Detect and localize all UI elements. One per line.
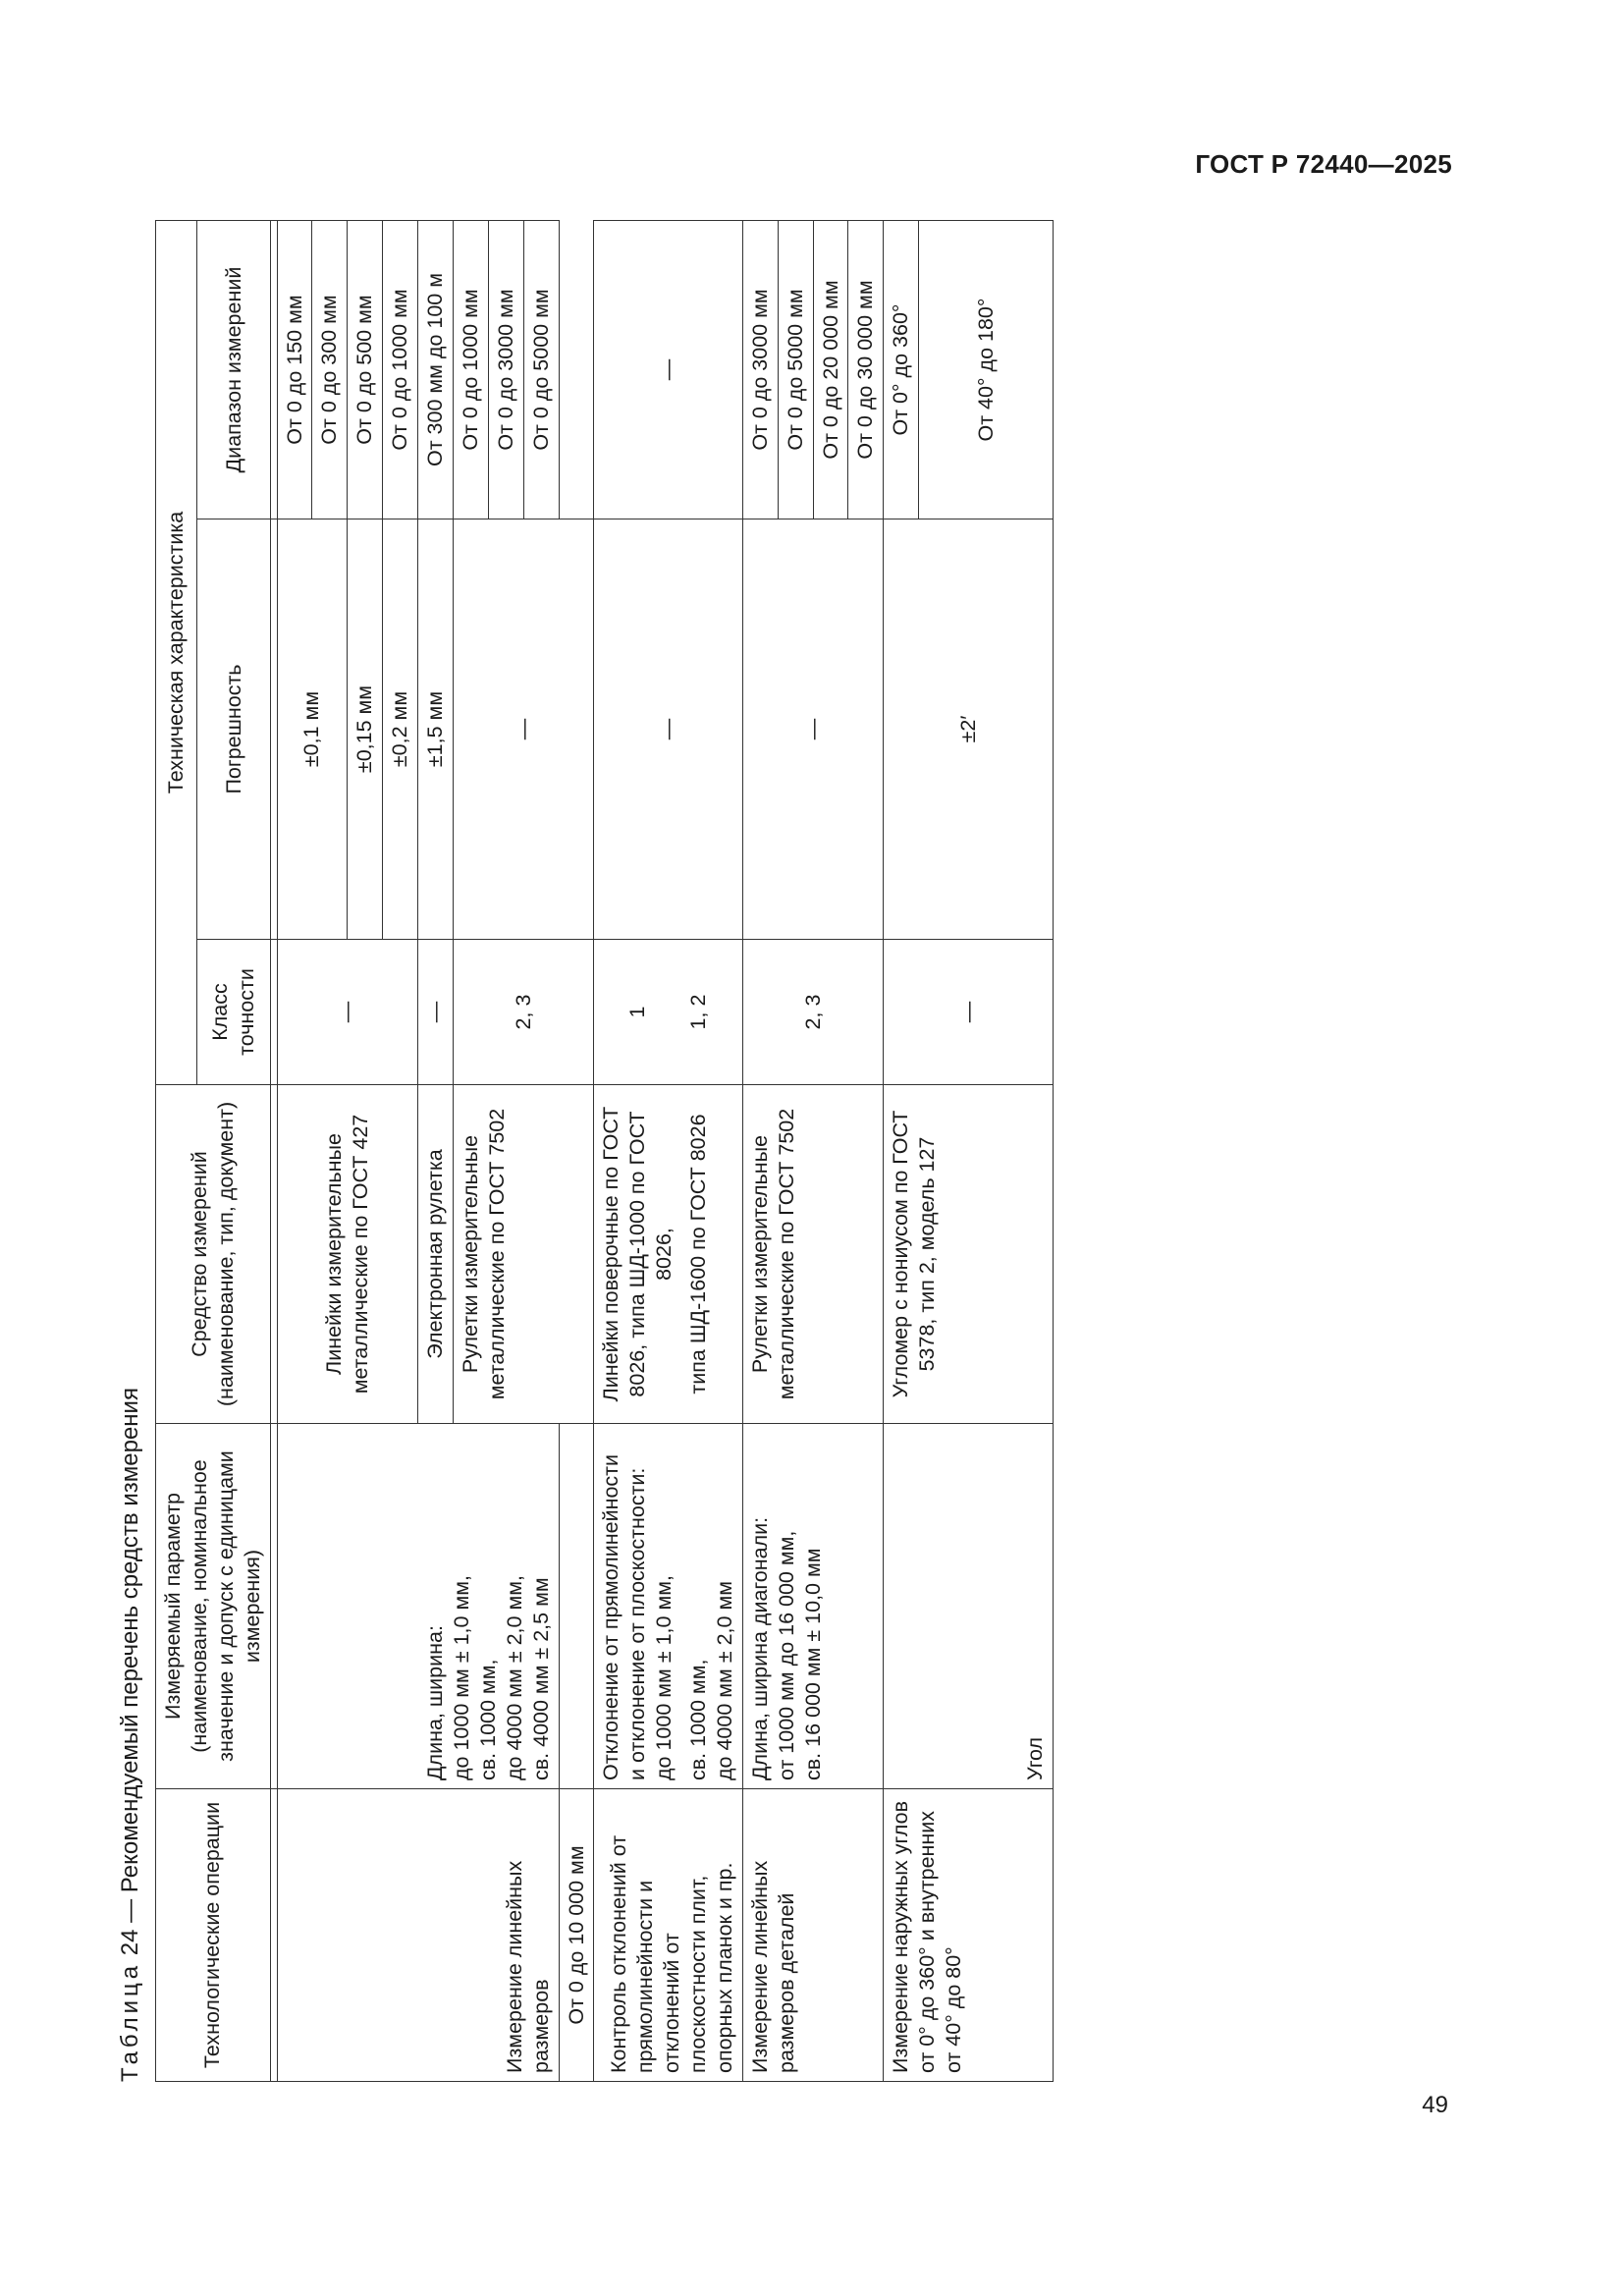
cell-instrument: Электронная рулетка bbox=[418, 1085, 454, 1424]
cell-instrument: Рулетки измерительные металлические по ГОСТ 7502 bbox=[742, 1085, 884, 1424]
cell-error: ±0,1 мм bbox=[277, 519, 348, 940]
cell-instrument: Линейки поверочные по ГОСТ 8026, типа ШД-1000 по ГОСТ 8026, bbox=[594, 1085, 681, 1424]
page-number: 49 bbox=[1422, 2092, 1448, 2118]
cell-operation: Контроль отклонений от прямолинейности и отклонений от плоскостности плит, опорных планок и пр. bbox=[594, 1789, 742, 2082]
cell-range: От 0 до 1000 мм bbox=[453, 221, 488, 519]
header-instrument: Средство измерений (наименование, тип, документ) bbox=[156, 1085, 271, 1424]
cell-accuracy-class: — bbox=[418, 940, 454, 1085]
cell-parameter: Отклонение от прямолинейности и отклонение от плоскостности: до 1000 мм ± 1,0 мм, bbox=[594, 1424, 681, 1789]
cell-error: ±0,15 мм bbox=[348, 519, 383, 940]
cell-accuracy-class: 2, 3 bbox=[742, 940, 884, 1085]
cell-range: От 0° до 360° bbox=[884, 221, 919, 519]
header-spacer bbox=[270, 940, 277, 1085]
cell-range: От 0 до 3000 мм bbox=[488, 221, 523, 519]
header-technical-characteristics: Техническая характеристика bbox=[156, 221, 197, 1085]
cell-error: ±2′ bbox=[884, 519, 1054, 940]
cell-instrument: Линейки измерительные металлические по ГОСТ 427 bbox=[277, 1085, 418, 1424]
header-accuracy-class: Класс точности bbox=[197, 940, 270, 1085]
header-spacer bbox=[270, 1424, 277, 1789]
cell-accuracy-class: 1, 2 bbox=[681, 940, 742, 1085]
cell-range: — bbox=[594, 221, 742, 519]
cell-operation: Измерение линейных размеров деталей bbox=[742, 1789, 884, 2082]
header-spacer bbox=[270, 1085, 277, 1424]
header-operations: Технологические операции bbox=[156, 1789, 271, 2082]
cell-range: От 0 до 20 000 мм bbox=[813, 221, 848, 519]
cell-instrument: типа ШД-1600 по ГОСТ 8026 bbox=[681, 1085, 742, 1424]
cell-range: От 0 до 3000 мм bbox=[742, 221, 778, 519]
cell-operation: Измерение линейных размеров bbox=[277, 1789, 559, 2082]
header-parameter: Измеряемый параметр (наименование, номинальное значение и допуск с единицами измерения) bbox=[156, 1424, 271, 1789]
cell-range: От 0 до 150 мм bbox=[277, 221, 312, 519]
cell-parameter: Длина, ширина диагонали: от 1000 мм до 16 000 мм, св. 16 000 мм ± 10,0 мм bbox=[742, 1424, 884, 1789]
cell-range: От 0 до 5000 мм bbox=[778, 221, 813, 519]
cell-range: От 0 до 30 000 мм bbox=[848, 221, 884, 519]
measurement-instruments-table bbox=[155, 220, 1054, 2082]
cell-range: От 40° до 180° bbox=[919, 221, 1054, 519]
header-spacer bbox=[270, 1789, 277, 2082]
header-error: Погрешность bbox=[197, 519, 270, 940]
table-caption-title: 24 — Рекомендуемый перечень средств измерения bbox=[117, 1388, 143, 1956]
header-spacer bbox=[270, 221, 277, 519]
cell-accuracy-class: 1 bbox=[594, 940, 681, 1085]
cell-accuracy-class: 2, 3 bbox=[453, 940, 594, 1085]
cell-range: От 0 до 1000 мм bbox=[383, 221, 418, 519]
header-range: Диапазон измерений bbox=[197, 221, 270, 519]
cell-range: От 0 до 300 мм bbox=[312, 221, 348, 519]
cell-range: От 300 мм до 100 м bbox=[418, 221, 454, 519]
cell-parameter: св. 1000 мм, до 4000 мм ± 2,0 мм bbox=[681, 1424, 742, 1789]
cell-range: От 0 до 500 мм bbox=[348, 221, 383, 519]
cell-instrument: Угломер с нониусом по ГОСТ 5378, тип 2, модель 127 bbox=[884, 1085, 1054, 1424]
cell-error: — bbox=[742, 519, 884, 940]
cell-accuracy-class: — bbox=[884, 940, 1054, 1085]
cell-error: ±1,5 мм bbox=[418, 519, 454, 940]
rotated-table-block bbox=[108, 219, 1267, 2082]
cell-error: — bbox=[453, 519, 594, 940]
cell-range: От 0 до 5000 мм bbox=[523, 221, 559, 519]
table-caption-label: Таблица bbox=[117, 1961, 143, 2082]
cell-parameter: Угол bbox=[884, 1424, 1054, 1789]
cell-error: ±0,2 мм bbox=[383, 519, 418, 940]
table-caption bbox=[108, 1388, 153, 2082]
cell-instrument: Рулетки измерительные металлические по ГОСТ 7502 bbox=[453, 1085, 594, 1424]
cell-operation: Измерение наружных углов от 0° до 360° и внутренних от 40° до 80° bbox=[884, 1789, 1054, 2082]
cell-range: От 0 до 10 000 мм bbox=[559, 1789, 594, 2082]
document-code: ГОСТ Р 72440—2025 bbox=[1195, 149, 1452, 179]
cell-parameter: Длина, ширина: до 1000 мм ± 1,0 мм, св. 1000 мм, до 4000 мм ± 2,0 мм, св. 4000 мм ± 2,5 мм bbox=[277, 1424, 559, 1789]
cell-error: — bbox=[594, 519, 742, 940]
header-spacer bbox=[270, 519, 277, 940]
cell-accuracy-class: — bbox=[277, 940, 418, 1085]
